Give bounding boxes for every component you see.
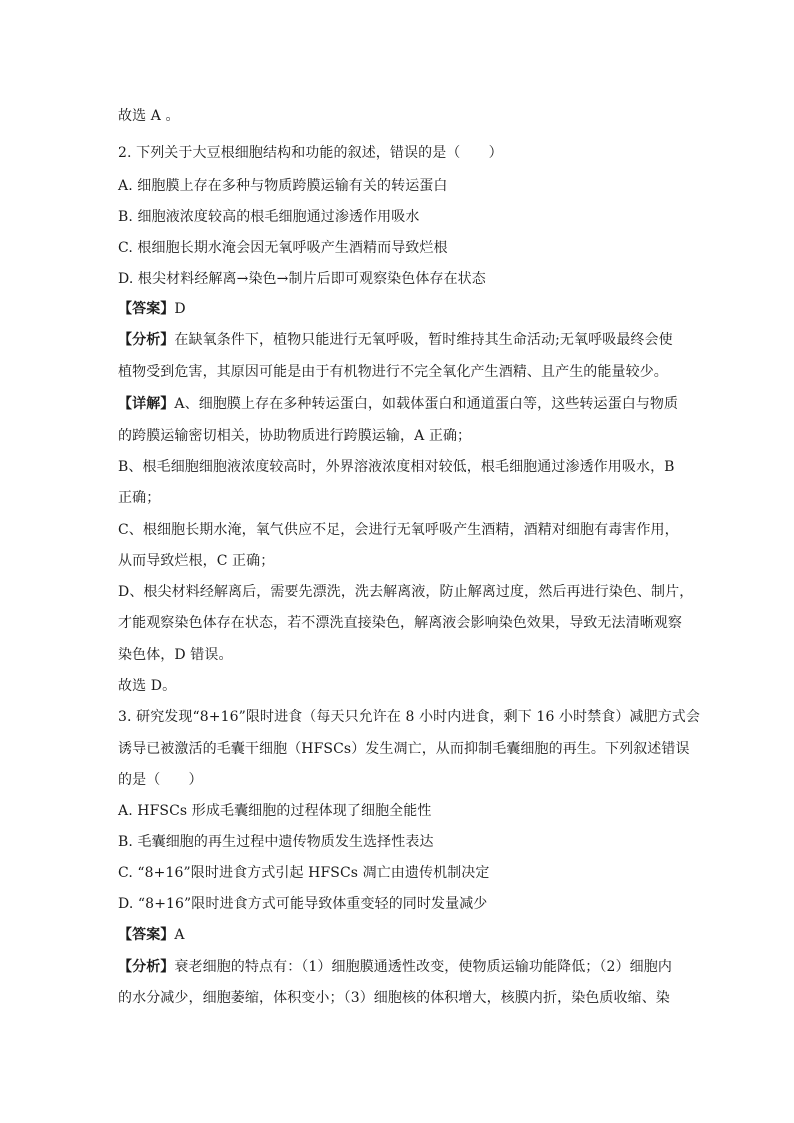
q2-option-d: D. 根尖材料经解离→染色→制片后即可观察染色体存在状态: [118, 271, 486, 287]
q2-option-c: C. 根细胞长期水淹会因无氧呼吸产生酒精而导致烂根: [118, 240, 448, 256]
q2-detail-tag: 【详解】: [118, 396, 175, 412]
q2-detail-line-3: B、根毛细胞细胞液浓度较高时，外界溶液浓度相对较低，根毛细胞通过渗透作用吸水，B: [118, 459, 675, 475]
q2-detail-line-5: C、根细胞长期水淹，氧气供应不足，会进行无氧呼吸产生酒精，酒精对细胞有毒害作用，: [118, 522, 679, 538]
q2-stem: 2. 下列关于大豆根细胞结构和功能的叙述，错误的是（ ）: [118, 145, 503, 161]
q3-analysis-tag: 【分析】: [118, 959, 175, 975]
q3-answer-value: A: [174, 927, 185, 943]
q3-option-d: D. “8+16”限时进食方式可能导致体重变轻的同时发量减少: [118, 896, 488, 912]
q3-stem-line-3: 的是（ ）: [118, 772, 203, 788]
q3-stem-line-1: 3. 研究发现“8+16”限时进食（每天只允许在 8 小时内进食，剩下 16 小时禁食）减肥方式会: [118, 709, 700, 725]
q3-option-b: B. 毛囊细胞的再生过程中遗传物质发生选择性表达: [118, 834, 434, 850]
q2-analysis-line-2: 植物受到危害，其原因可能是由于有机物进行不完全氧化产生酒精、且产生的能量较少。: [118, 364, 668, 380]
q2-answer-tag: 【答案】: [118, 301, 175, 317]
q3-stem-line-2: 诱导已被激活的毛囊干细胞（HFSCs）发生凋亡，从而抑制毛囊细胞的再生。下列叙述错误: [118, 741, 690, 757]
q3-analysis-line-2: 的水分减少，细胞萎缩，体积变小；（3）细胞核的体积增大，核膜内折，染色质收缩、染: [118, 990, 670, 1006]
q2-detail-line-7: D、根尖材料经解离后，需要先漂洗，洗去解离液，防止解离过度，然后再进行染色、制片，: [118, 584, 694, 600]
q2-detail-line-2: 的跨膜运输密切相关，协助物质进行跨膜运输，A 正确；: [118, 428, 472, 444]
q2-detail-line-4: 正确；: [118, 490, 161, 506]
q3-analysis-line-1: [118, 957, 688, 977]
q2-option-b: B. 细胞液浓度较高的根毛细胞通过渗透作用吸水: [118, 209, 420, 225]
q3-answer-tag: 【答案】: [118, 927, 175, 943]
q2-answer: [118, 299, 688, 319]
q2-analysis-tag: 【分析】: [118, 332, 175, 348]
q2-detail-line-6: 从而导致烂根，C 正确；: [118, 553, 275, 569]
q2-detail-line-8: 才能观察染色体存在状态，若不漂洗直接染色，解离液会影响染色效果，导致无法清晰观察: [118, 615, 682, 631]
q2-detail-text-1: A、细胞膜上存在多种转运蛋白，如载体蛋白和通道蛋白等，这些转运蛋白与物质: [174, 396, 679, 412]
q2-analysis-text-1: 在缺氧条件下，植物只能进行无氧呼吸，暂时维持其生命活动;无氧呼吸最终会使: [174, 332, 673, 348]
q2-answer-value: D: [174, 301, 186, 317]
q2-analysis-line-1: [118, 330, 688, 350]
q1-conclusion: 故选 A 。: [118, 108, 180, 124]
q2-conclusion: 故选 D。: [118, 678, 177, 694]
q3-answer: [118, 925, 688, 945]
q3-option-c: C. “8+16”限时进食方式引起 HFSCs 凋亡由遗传机制决定: [118, 865, 490, 881]
q3-analysis-text-1: 衰老细胞的特点有：（1）细胞膜通透性改变，使物质运输功能降低；（2）细胞内: [174, 959, 672, 975]
q2-detail-line-9: 染色体，D 错误。: [118, 647, 233, 663]
q3-option-a: A. HFSCs 形成毛囊细胞的过程体现了细胞全能性: [118, 803, 432, 819]
q2-option-a: A. 细胞膜上存在多种与物质跨膜运输有关的转运蛋白: [118, 178, 448, 194]
q2-detail-line-1: [118, 394, 688, 414]
